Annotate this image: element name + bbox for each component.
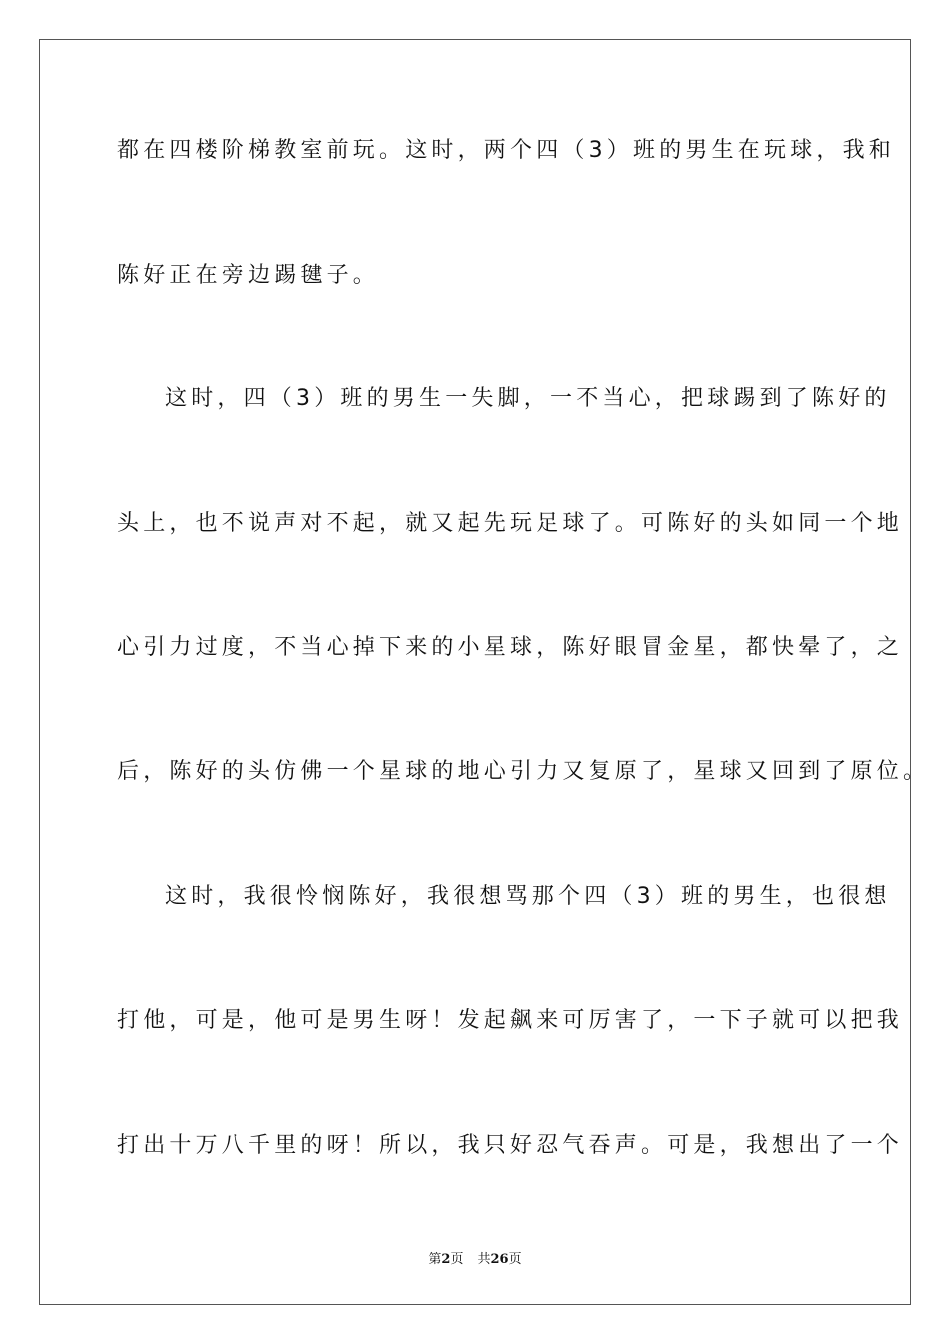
footer-page-number: 2 [441, 1252, 451, 1267]
footer-total-number: 26 [490, 1252, 509, 1267]
paragraph-line-3: 这时，四（3）班的男生一失脚，一不当心，把球踢到了陈好的 [165, 386, 891, 411]
page-border [39, 39, 911, 1305]
paragraph-line-8: 打他，可是，他可是男生呀！发起飙来可厉害了，一下子就可以把我 [117, 1008, 904, 1033]
footer-total-suffix: 页 [508, 1252, 522, 1267]
paragraph-line-2: 陈好正在旁边踢毽子。 [117, 263, 380, 288]
page-footer [0, 1248, 950, 1267]
paragraph-line-9: 打出十万八千里的呀！所以，我只好忍气吞声。可是，我想出了一个 [117, 1133, 904, 1158]
paragraph-line-1: 都在四楼阶梯教室前玩。这时，两个四（3）班的男生在玩球，我和 [117, 138, 895, 163]
paragraph-line-6: 后，陈好的头仿佛一个星球的地心引力又复原了，星球又回到了原位。 [117, 759, 930, 784]
footer-page-suffix: 页 [450, 1252, 464, 1267]
paragraph-line-7: 这时，我很怜悯陈好，我很想骂那个四（3）班的男生，也很想 [165, 884, 891, 909]
paragraph-line-5: 心引力过度，不当心掉下来的小星球，陈好眼冒金星，都快晕了，之 [117, 635, 904, 660]
footer-page-prefix: 第 [428, 1252, 442, 1267]
paragraph-line-4: 头上，也不说声对不起，就又起先玩足球了。可陈好的头如同一个地 [117, 511, 904, 536]
footer-total-prefix: 共 [477, 1252, 491, 1267]
